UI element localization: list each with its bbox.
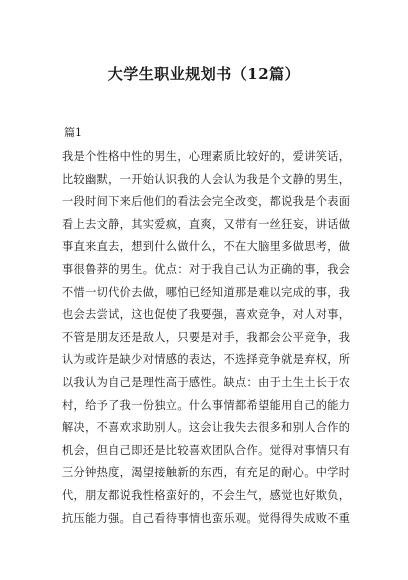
text-line: 不惜一切代价去做，哪怕已经知道那是难以完成的事，我 (62, 285, 350, 299)
text-line: 不管是朋友还是敌人，只要是对手，我都会公平竞争，我 (62, 330, 350, 344)
text-line: 认为或许是缺少对情感的表达，不选择竞争就是弃权，所 (62, 353, 350, 367)
text-line: 事很鲁莽的男生。优点：对于我自己认为正确的事，我会 (62, 262, 350, 276)
text-line: 看上去文静，其实爱疯，直爽，又带有一丝狂妄，讲话做 (62, 217, 350, 231)
text-line: 我是个性格中性的男生，心理素质比较好的，爱讲笑话， (62, 150, 350, 163)
text-line: 比较幽默，一开始认识我的人会认为我是个文静的男生， (62, 172, 350, 186)
body-paragraph (62, 146, 350, 530)
text-line: 三分钟热度，渴望接触新的东西，有充足的耐心。中学时 (62, 466, 350, 480)
text-line: 一段时间下来后他们的看法会完全改变，都说我是个表面 (62, 195, 350, 209)
section-heading: 篇1 (64, 126, 82, 139)
text-line: 村，给予了我一份独立。什么事情都希望能用自己的能力 (62, 398, 350, 412)
text-line: 机会，但自己即还是比较喜欢团队合作。觉得对事情只有 (62, 443, 350, 457)
text-line: 解决，不喜欢求助别人。这会让我失去很多和别人合作的 (62, 421, 350, 435)
document-title: 大学生职业规划书（12篇） (107, 65, 301, 83)
text-line: 以我认为自己是理性高于感性。缺点：由于土生土长于农 (62, 375, 350, 389)
text-line: 事直来直去，想到什么做什么，不在大脑里多做思考，做 (62, 240, 350, 254)
text-line: 也会去尝试，这也促使了我要强，喜欢竞争，对人对事， (62, 308, 350, 322)
text-line: 代，朋友都说我性格蛮好的，不会生气，感觉也好欺负， (62, 488, 350, 502)
text-line: 抗压能力强。自己看待事情也蛮乐观。觉得得失成败不重 (62, 511, 350, 525)
